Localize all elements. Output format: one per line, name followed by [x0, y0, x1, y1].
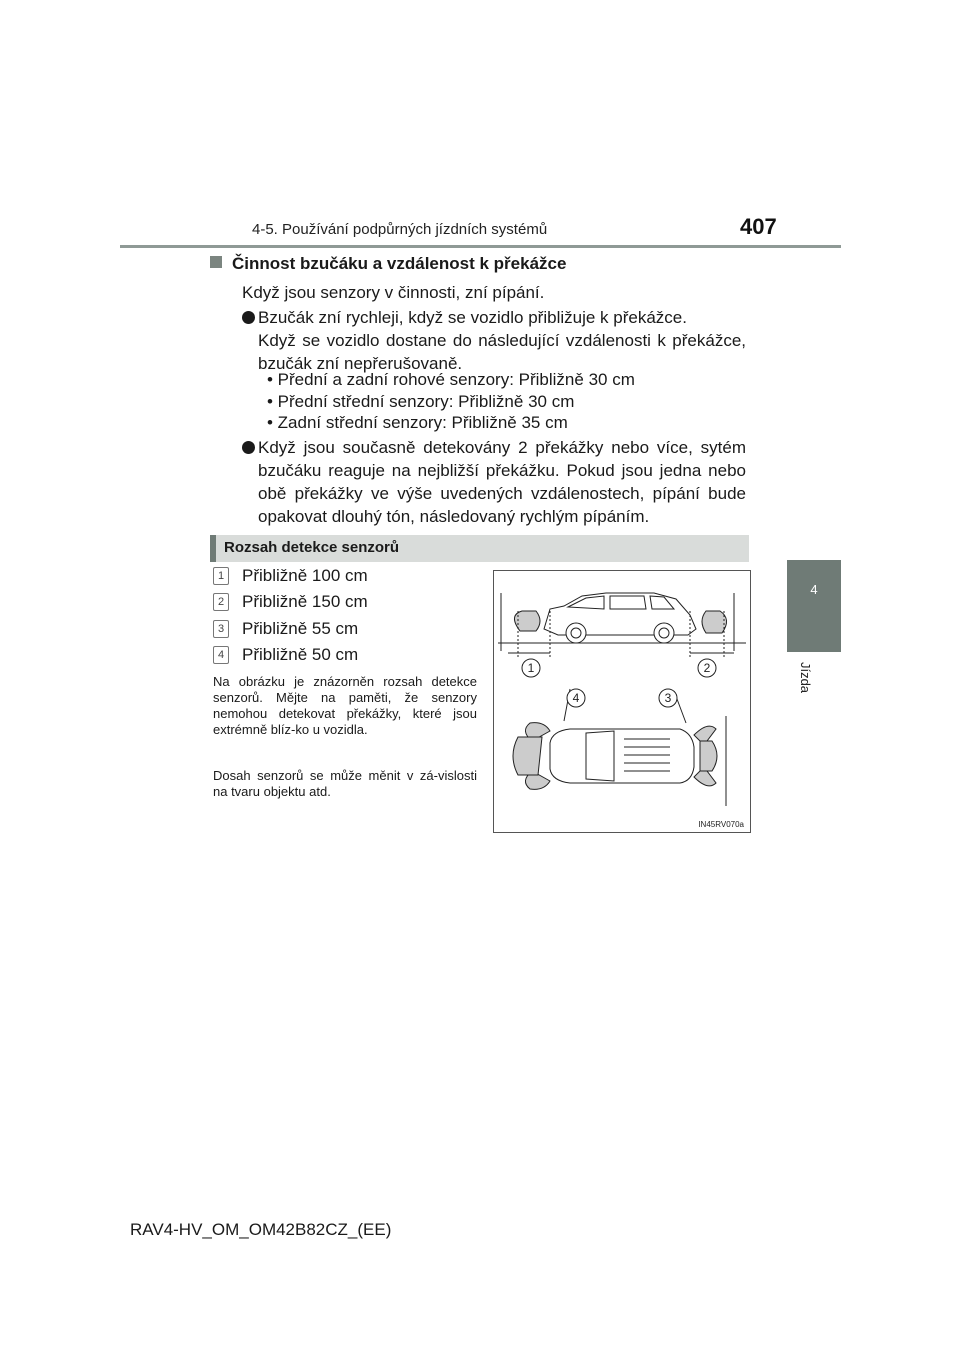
sub-item: • Přední střední senzory: Přibližně 30 cm — [267, 392, 575, 411]
chapter-tab — [787, 560, 841, 652]
figure-code: IN45RV070a — [698, 820, 744, 829]
range-item-4: 4 Přibližně 50 cm — [213, 645, 358, 665]
section-heading: Činnost bzučáku a vzdálenost k překážce — [210, 254, 566, 274]
sensor-diagram — [494, 571, 750, 832]
rear-sensor-range — [702, 611, 727, 633]
range-item-3: 3 Přibližně 55 cm — [213, 619, 358, 639]
range-item-2: 2 Přibližně 150 cm — [213, 592, 368, 612]
callout-label-2: 2 — [703, 661, 711, 675]
footer-code: RAV4-HV_OM_OM42B82CZ_(EE) — [130, 1220, 392, 1239]
page-number: 407 — [740, 214, 777, 239]
front-wheel — [566, 623, 586, 643]
sensor-range-figure — [493, 570, 751, 833]
bullet-dot-icon — [242, 441, 255, 454]
square-bullet-icon — [210, 256, 222, 268]
intro-text: Když jsou senzory v činnosti, zní pípání. — [242, 283, 545, 302]
car-top-body — [550, 729, 694, 783]
sub-item: • Zadní střední senzory: Přibližně 35 cm — [267, 413, 568, 432]
note-text: Na obrázku je znázorněn rozsah detekce senzorů. Mějte na paměti, že senzory nemohou detekovat překážky, které jsou extrémně blíz-ko u vozidla. — [213, 674, 477, 737]
chapter-number: 4 — [810, 582, 818, 597]
rear-center-range — [700, 741, 717, 771]
callout-label-4: 4 — [572, 691, 580, 705]
detection-heading: Rozsah detekce senzorů — [210, 535, 749, 562]
bullet-dot-icon — [242, 311, 255, 324]
rear-wheel — [654, 623, 674, 643]
note-text: Dosah senzorů se může měnit v zá-vislosti na tvaru objektu atd. — [213, 768, 477, 799]
sub-item: • Přední a zadní rohové senzory: Přibližně 30 cm — [267, 370, 635, 389]
range-item-1: 1 Přibližně 100 cm — [213, 566, 368, 586]
front-center-range — [513, 737, 542, 775]
callout-label-1: 1 — [527, 661, 535, 675]
header-divider — [120, 245, 841, 248]
callout-label-3: 3 — [664, 691, 672, 705]
running-header: 4-5. Používání podpůrných jízdních systémů — [252, 221, 548, 238]
chapter-side-label: Jízda — [798, 661, 814, 694]
